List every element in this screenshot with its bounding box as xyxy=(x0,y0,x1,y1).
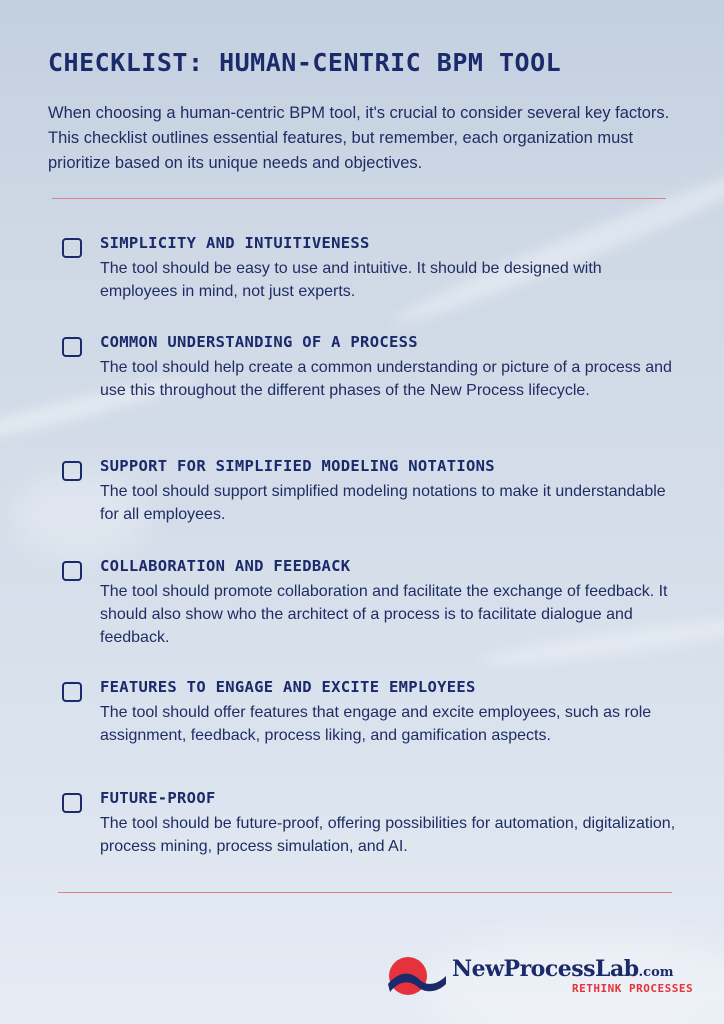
checkbox-icon[interactable] xyxy=(62,793,82,813)
checklist-item-title: FEATURES TO ENGAGE AND EXCITE EMPLOYEES xyxy=(100,678,476,696)
logo-name: NewProcessLab xyxy=(452,956,639,982)
checkbox-icon[interactable] xyxy=(62,337,82,357)
checkbox-icon[interactable] xyxy=(62,561,82,581)
page-title: CHECKLIST: HUMAN-CENTRIC BPM TOOL xyxy=(48,48,562,77)
checkbox-icon[interactable] xyxy=(62,461,82,481)
checklist-item-description: The tool should be easy to use and intuitive. It should be designed with employees in mind, not just experts. xyxy=(100,260,602,300)
checklist-item-description: The tool should help create a common understanding or picture of a process and use this throughout the different phases of the New Process lifecycle. xyxy=(100,359,672,399)
checkbox-icon[interactable] xyxy=(62,682,82,702)
checklist-item-title: COMMON UNDERSTANDING OF A PROCESS xyxy=(100,333,418,351)
brand-logo[interactable] xyxy=(386,950,706,1002)
sky-streak xyxy=(390,152,724,333)
logo-tagline: RETHINK PROCESSES xyxy=(572,982,694,995)
checklist-item-title: SUPPORT FOR SIMPLIFIED MODELING NOTATIONS xyxy=(100,457,495,475)
intro-paragraph: When choosing a human-centric BPM tool, it's crucial to consider several key factors. This checklist outlines essential features, but remember, each organization must prioritize based on its unique needs and objectives. xyxy=(48,104,670,172)
checklist-item-description: The tool should offer features that engage and excite employees, such as role assignment, feedback, process liking, and gamification aspects. xyxy=(100,704,652,744)
checklist-item-description: The tool should promote collaboration and facilitate the exchange of feedback. It should also show who the architect of a process is to facilitate dialogue and feedback. xyxy=(100,583,668,646)
checklist-item-title: COLLABORATION AND FEEDBACK xyxy=(100,557,351,575)
checkbox-icon[interactable] xyxy=(62,238,82,258)
checklist-item-description: The tool should be future-proof, offering possibilities for automation, digitalization, process mining, process simulation, and AI. xyxy=(100,815,676,855)
sun-wave-logo-icon xyxy=(386,954,448,1000)
bottom-divider xyxy=(58,892,672,893)
checklist-item-title: FUTURE-PROOF xyxy=(100,789,216,807)
checklist-item-description: The tool should support simplified modeling notations to make it understandable for all employees. xyxy=(100,483,666,523)
top-divider xyxy=(52,198,666,199)
checklist-item-title: SIMPLICITY AND INTUITIVENESS xyxy=(100,234,370,252)
logo-domain: .com xyxy=(638,965,674,980)
